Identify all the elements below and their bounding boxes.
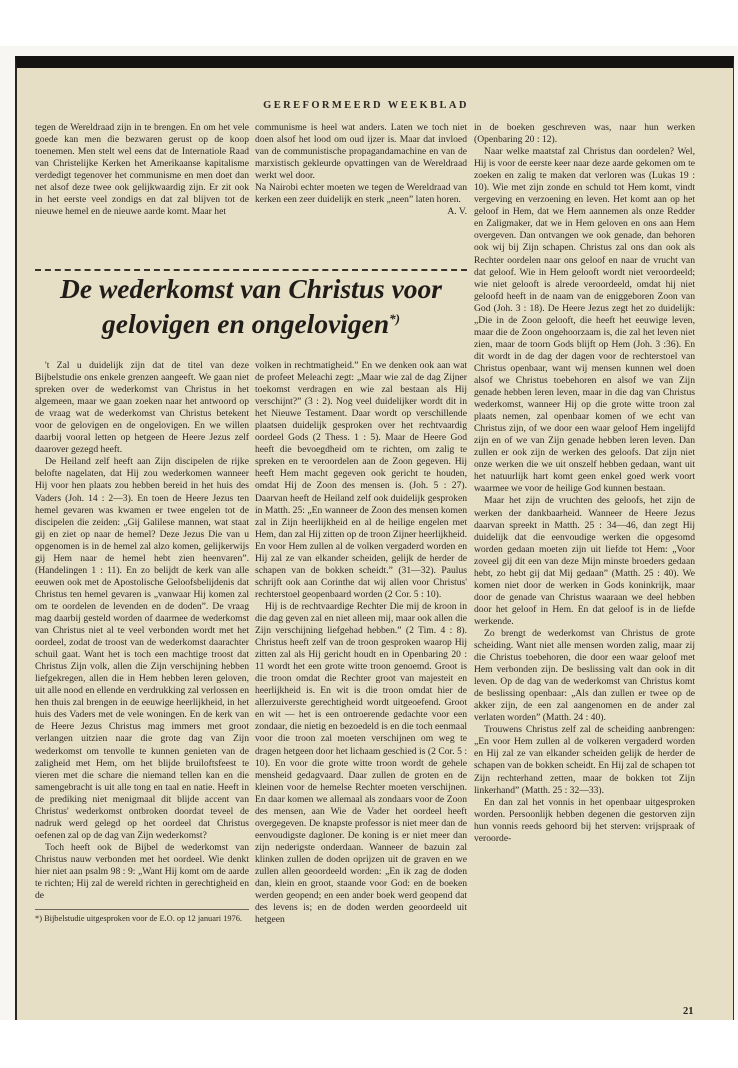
magazine-page: [15, 56, 734, 1020]
paragraph: Trouwens Christus zelf zal de scheiding aanbrengen: „En voor Hem zullen al de volkeren vergaderd worden en Hij zal ze van elkander scheiden gelijk de herder de schapen van de bokken scheidt. En Hij zal de schapen tot Zijn rechterhand zetten, maar de bokken tot Zijn linkerhand” (Matth. 25 : 32—33).: [474, 724, 695, 796]
paragraph: Zo brengt de wederkomst van Christus de grote scheiding. Want niet alle mensen worden zalig, maar zij die Christus toebehoren, die door een waar geloof met Hem verbonden zijn. De beslissing valt dan ook in dit leven. Op de dag van de wederkomst van Christus komt de beslissing openbaar: „Als dan zullen er twee op de akker zijn, de een zal aangenomen en de ander zal verlaten worden” (Matth. 24 : 40).: [474, 627, 695, 724]
paragraph: Hij is de rechtvaardige Rechter Die mij de kroon in die dag geven zal en niet alleen mij, maar ook allen die Zijn verschijning liefgehad hebben.” (2 Tim. 4 : 8). Christus heeft zelf van de troon gesproken waarop Hij zitten zal als Hij gericht houdt en in Openbaring 20 : 11 wordt het een grote witte troon genoemd. Groot is die troon omdat die Rechter groot van majesteit en heerlijkheid is. En wit is die troon omdat hier de allerzuiverste gerechtigheid wordt uitgeoefend. Groot en wit — het is een ontroerende gedachte voor een zondaar, die nietig en bezoedeld is en die toch eenmaal voor die troon zal moeten verschijnen om weg te dragen hetgeen door het lichaam geschied is (2 Cor. 5 : 10). En voor die grote witte troon wordt de gehele mensheid gedagvaard. Daar zullen de groten en de kleinen voor de hemelse Rechter moeten verschijnen. En daar komen we allemaal als zondaars voor de Zoon des mensen, aan Wie de Vader het oordeel heeft overgegeven. De knapste professor is niet meer dan de eenvoudigste dagloner. De koning is er niet meer dan zijn nederigste onderdaan. Wanneer de bazuin zal klinken zullen de doden oprijzen uit de graven en we zullen allen geoordeeld worden: „En ik zag de doden dan, klein en groot, staande voor God: en de boeken werden geopend; en een ander boek werd geopend dat des levens is; en de doden werden geoordeeld uit hetgeen: [255, 600, 467, 926]
article-title: [35, 274, 467, 339]
page-number: 21: [683, 1006, 694, 1017]
article-title-text: De wederkomst van Christus voor gelovigen en ongelovigen: [60, 273, 442, 340]
paragraph: 't Zal u duidelijk zijn dat de titel van deze Bijbelstudie ons enkele grenzen aangeeft. We gaan niet spreken over de wederkomst van Christus in het algemeen, maar we gaan zoeken naar het antwoord op de vraag wat de wederkomst van Christus betekent voor de gelovigen en de ongelovigen. En we willen daarbij vooral letten op hetgeen de Heere Jezus zelf daarover gezegd heeft.: [35, 360, 249, 456]
previous-article-column-2: [255, 122, 467, 218]
paragraph: Toch heeft ook de Bijbel de wederkomst van Christus nauw verbonden met het oordeel. Wie denkt hier niet aan psalm 98 : 9: „Want Hij komt om de aarde te richten; Hij zal de wereld richten in gerechtigheid en de: [35, 841, 249, 902]
bottom-margin: [0, 1020, 738, 1068]
section-divider: [35, 269, 467, 271]
paragraph: communisme is heel wat anders. Laten we toch niet doen alsof het lood om oud ijzer is. Maar dat invloed van de communistische propagandamachine en van de marxistisch gekleurde opvattingen van de Wereldraad werkt wel door.: [255, 122, 467, 182]
paragraph: [255, 182, 467, 218]
paragraph: De Heiland zelf heeft aan Zijn discipelen de rijke belofte nagelaten, dat Hij zou wederkomen wanneer Hij voor hen plaats zou hebben bereid in het huis des Vaders (Joh. 14 : 2—3). En toen de Heere Jezus ten hemel gevaren was kwamen er twee engelen tot de discipelen die zeiden: „Gij Galilese mannen, wat staat gij en ziet op naar de hemel? Deze Jezus Die van u opgenomen is in de hemel zal alzo komen, gelijkerwijs gij Hem naar de hemel hebt zien heenvaren”. (Handelingen 1 : 11). En zo belijdt de kerk van alle eeuwen ook met de Apostolische Geloofsbelijdenis dat Christus ten hemel gevaren is „vanwaar Hij komen zal om te oordelen de levenden en de doden”. De vraag mag daarbij gesteld worden of daarmee de wederkomst van Christus niet al te veel verbonden wordt met het oordeel, zodat de troost van de wederkomst daarachter schuil gaat. Want het is toch een machtige troost dat Christus Zijn volk, allen die Zijn verschijning hebben liefgekregen, allen die in Hem hebben leren geloven, uit alle nood en ellende en verdrukking zal verlossen en hen thuis zal brengen in de eeuwige heerlijkheid, in het huis des Vaders met de vele woningen. En de kerk van de Heere Jezus Christus mag immers met groot verlangen uitzien naar die grote dag van Zijn wederkomst om tenvolle te kunnen genieten van de zaligheid met Hem, om het blijde bruiloftsfeest te vieren met die schare die niemand tellen kan en die samengebracht is uit alle tong en taal en natie. Heeft in de prediking niet menigmaal dit blijde accent van Christus' wederkomst ontbroken doordat teveel de nadruk werd gelegd op het oordeel dat Christus oefenen zal op de dag van Zijn wederkomst?: [35, 456, 249, 841]
paragraph: En dan zal het vonnis in het openbaar uitgesproken worden. Persoonlijk hebben degenen die gestorven zijn hun vonnis reeds gehoord bij het sterven: vrijspraak of veroorde-: [474, 796, 695, 844]
paragraph: Naar welke maatstaf zal Christus dan oordelen? Wel, Hij is voor de eerste keer naar deze aarde gekomen om te zoeken en zalig te maken dat verloren was (Lukas 19 : 10). Wie met zijn zonde en schuld tot Hem komt, vindt vergeving en verzoening en leven. Het komt aan op het geloof in Hem, dat we Hem aannemen als onze Redder en Zaligmaker, dat we in Hem geloven en ons aan Hem overgeven. Dan ontvangen we ook genade, dan behoren ook wij bij Zijn schapen. Christus zal ons dan ook als Rechter oordelen naar ons geloof en naar de vrucht van dat geloof. Wie in Hem gelooft wordt niet veroordeeld; wie niet gelooft is alrede veroordeeld, omdat hij niet geloofd heeft in de naam van de eniggeboren Zoon van God (Joh. 3 : 18). De Heere Jezus zegt het zo duidelijk: „Die in de Zoon gelooft, die heeft het eeuwige leven, maar die de Zoon ongehoorzaam is, die zal het leven niet zien, maar de toorn Gods blijft op Hem (Joh. 3 :36). En dit wordt in de dag der dagen voor de rechterstoel van Christus openbaar, want wij mensen kunnen wel doen alsof we Christus toebehoren en alsof we van Zijn genade hebben leren leven, maar in die dag van Christus wederkomst, wanneer Hij op die grote witte troon zal plaats nemen, zal openbaar komen of we echt van Christus zijn, of we door een waar geloof Hem ingelijfd zijn en of we van Zijn genade hebben leren leven. Dan zullen er ook zijn de werken des geloofs. Dat zijn niet onze werken die we uit onszelf hebben gedaan, want uit het natuurlijk hart komt geen enkel goed werk voort waarmee we voor de heilige God kunnen bestaan.: [474, 146, 695, 495]
paragraph: in de boeken geschreven was, naar hun werken (Openbaring 20 : 12).: [474, 122, 695, 146]
paragraph-text: Na Nairobi echter moeten we tegen de Wereldraad van kerken een zeer duidelijk en sterk „neen” laten horen.: [255, 182, 467, 206]
article-column-right: [474, 122, 695, 845]
article-column-left: [35, 360, 249, 924]
paragraph: volken in rechtmatigheid.” En we denken ook aan wat de profeet Meleachi zegt: „Maar wie zal de dag Zijner toekomst verdragen en wie zal bestaan als Hij verschijnt?” (3 : 2). Nog veel duidelijker wordt dit in het Nieuwe Testament. Daar wordt op verschillende plaatsen duidelijk gesproken over het rechtvaardig oordeel Gods (2 Thess. 1 : 5). Maar de Heere God heeft die bevoegdheid om te richten, om zalig te spreken en te veroordelen aan de Zoon gegeven. Hij heeft Hem macht gegeven ook gericht te houden, omdat Hij de Zoon des mensen is. (Joh. 5 : 27). Daarvan heeft de Heiland zelf ook duidelijk gesproken in Matth. 25: „En wanneer de Zoon des mensen komen zal in Zijn heerlijkheid en al de heilige engelen met Hem, dan zal Hij zitten op de troon Zijner heerlijkheid. En voor Hem zullen al de volken vergaderd worden en Hij zal ze van elkander scheiden, gelijk de herder de schapen van de bokken scheidt.” (31—32). Paulus schrijft ook aan Corinthe dat wij allen voor Christus' rechterstoel geopenbaard worden (2 Cor. 5 : 10).: [255, 360, 467, 600]
footnote: *) Bijbelstudie uitgesproken voor de E.O. op 12 januari 1976.: [35, 909, 249, 924]
author-signature: A. V.: [447, 206, 467, 218]
article-column-middle: [255, 360, 467, 926]
top-margin: [0, 0, 738, 46]
masthead: GEREFORMEERD WEEKBLAD: [263, 100, 469, 111]
paragraph: Maar het zijn de vruchten des geloofs, het zijn de werken der dankbaarheid. Wanneer de Heere Jezus daarvan spreekt in Matth. 25 : 34—46, dan zegt Hij duidelijk dat die eenvoudige werken die opgesomd worden gedaan moeten zijn uit liefde tot Hem: „Voor zoveel gij dit een van deze Mijn minste broeders gedaan hebt, zo hebt gij dat Mij gedaan” (Matth. 25 : 40). We komen niet door de werken in Gods koninkrijk, maar door de genade van Christus waaraan we deel hebben door het geloof in Hem. En dat geloof is in de liefde werkende.: [474, 495, 695, 627]
paragraph: tegen de Wereldraad zijn in te brengen. En om het vele goede kan men die bezwaren gerust op de koop toenemen. Men stelt wel eens dat de Internatiole Raad van Christelijke Kerken het Amerikaanse kapitalisme verdedigt tegenover het communisme en men doet dan net alsof deze twee ook gelijkwaardig zijn. Er zit ook in het eerste veel zondigs en dat zal blijven tot de nieuwe hemel en de nieuwe aarde komt. Maar het: [35, 122, 249, 218]
footnote-marker: *): [389, 311, 401, 326]
previous-article-column-1: [35, 122, 249, 218]
